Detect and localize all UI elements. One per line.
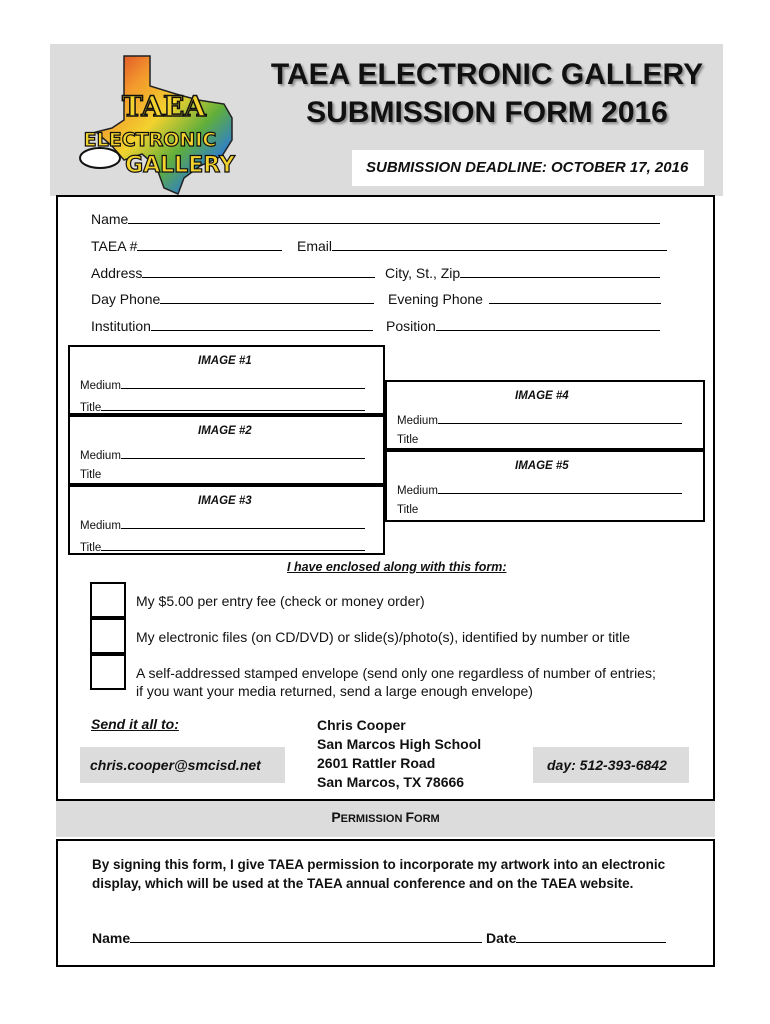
email-field[interactable]: Email [297, 238, 667, 254]
svg-text:GALLERY: GALLERY [125, 153, 235, 178]
image-3-box: IMAGE #3 Medium Title [68, 485, 385, 555]
image-3-medium[interactable]: Medium [80, 517, 365, 532]
entry-fee-checkbox[interactable] [90, 582, 126, 618]
image-5-box: IMAGE #5 Medium Title [385, 450, 705, 522]
address-field[interactable]: Address [91, 265, 375, 281]
electronic-files-label: My electronic files (on CD/DVD) or slide(s)/photo(s), identified by number or title [136, 629, 631, 645]
envelope-label-line2: if you want your media returned, send a large enough envelope) [136, 683, 533, 699]
electronic-files-checkbox[interactable] [90, 618, 126, 654]
svg-text:TAEA: TAEA [121, 90, 207, 123]
position-field[interactable]: Position [386, 318, 660, 334]
entry-fee-label: My $5.00 per entry fee (check or money order) [136, 593, 425, 609]
image-1-title[interactable]: Title [80, 399, 365, 414]
permission-form-box [56, 839, 715, 967]
submission-deadline [352, 150, 704, 186]
image-4-box: IMAGE #4 Medium Title [385, 380, 705, 450]
palette-shape [80, 148, 120, 168]
envelope-label-line1: A self-addressed stamped envelope (send only one regardless of number of entries; [136, 665, 656, 681]
image-5-title[interactable]: Title [397, 504, 419, 516]
image-3-title[interactable]: Title [80, 539, 365, 554]
title-line2: SUBMISSION FORM 2016 [306, 96, 668, 129]
evening-phone-field[interactable]: Evening Phone [388, 291, 661, 307]
institution-field[interactable]: Institution [91, 318, 373, 334]
title-line1: TAEA ELECTRONIC GALLERY [270, 58, 704, 91]
day-phone-field[interactable]: Day Phone [91, 291, 374, 307]
mailing-address: Chris Cooper San Marcos High School 2601 Rattler Road San Marcos, TX 78666 [317, 717, 482, 790]
envelope-checkbox[interactable] [90, 654, 126, 690]
taea-number-field[interactable]: TAEA # [91, 238, 282, 254]
contact-phone: day: 512-393-6842 [533, 747, 689, 783]
send-it-all-to-label: Send it all to: [91, 716, 179, 732]
permission-statement: By signing this form, I give TAEA permission to incorporate my artwork into an electronic display, which will be used at the TAEA annual conference and on the TAEA website. [92, 857, 666, 891]
page-title [262, 56, 712, 132]
image-2-box: IMAGE #2 Medium Title [68, 415, 385, 485]
image-4-title[interactable]: Title [397, 434, 419, 446]
image-1-medium[interactable]: Medium [80, 377, 365, 392]
image-2-title[interactable]: Title [80, 469, 102, 481]
deadline-label: SUBMISSION DEADLINE: [366, 159, 547, 176]
contact-email[interactable]: chris.cooper@smcisd.net [80, 747, 285, 783]
image-4-medium[interactable]: Medium [397, 412, 682, 427]
svg-text:ELECTRONIC: ELECTRONIC [83, 129, 217, 151]
image-5-medium[interactable]: Medium [397, 482, 682, 497]
deadline-date: OCTOBER 17, 2016 [551, 159, 689, 176]
image-1-box: IMAGE #1 Medium Title [68, 345, 385, 415]
taea-logo [72, 48, 252, 198]
permission-signature-line[interactable]: Name Date [92, 930, 666, 946]
permission-form-heading: PERMISSION FORM [56, 801, 715, 837]
name-field[interactable]: Name [91, 211, 660, 227]
city-state-zip-field[interactable]: City, St., Zip [385, 265, 660, 281]
enclosed-heading: I have enclosed along with this form: [287, 560, 507, 574]
image-2-medium[interactable]: Medium [80, 447, 365, 462]
